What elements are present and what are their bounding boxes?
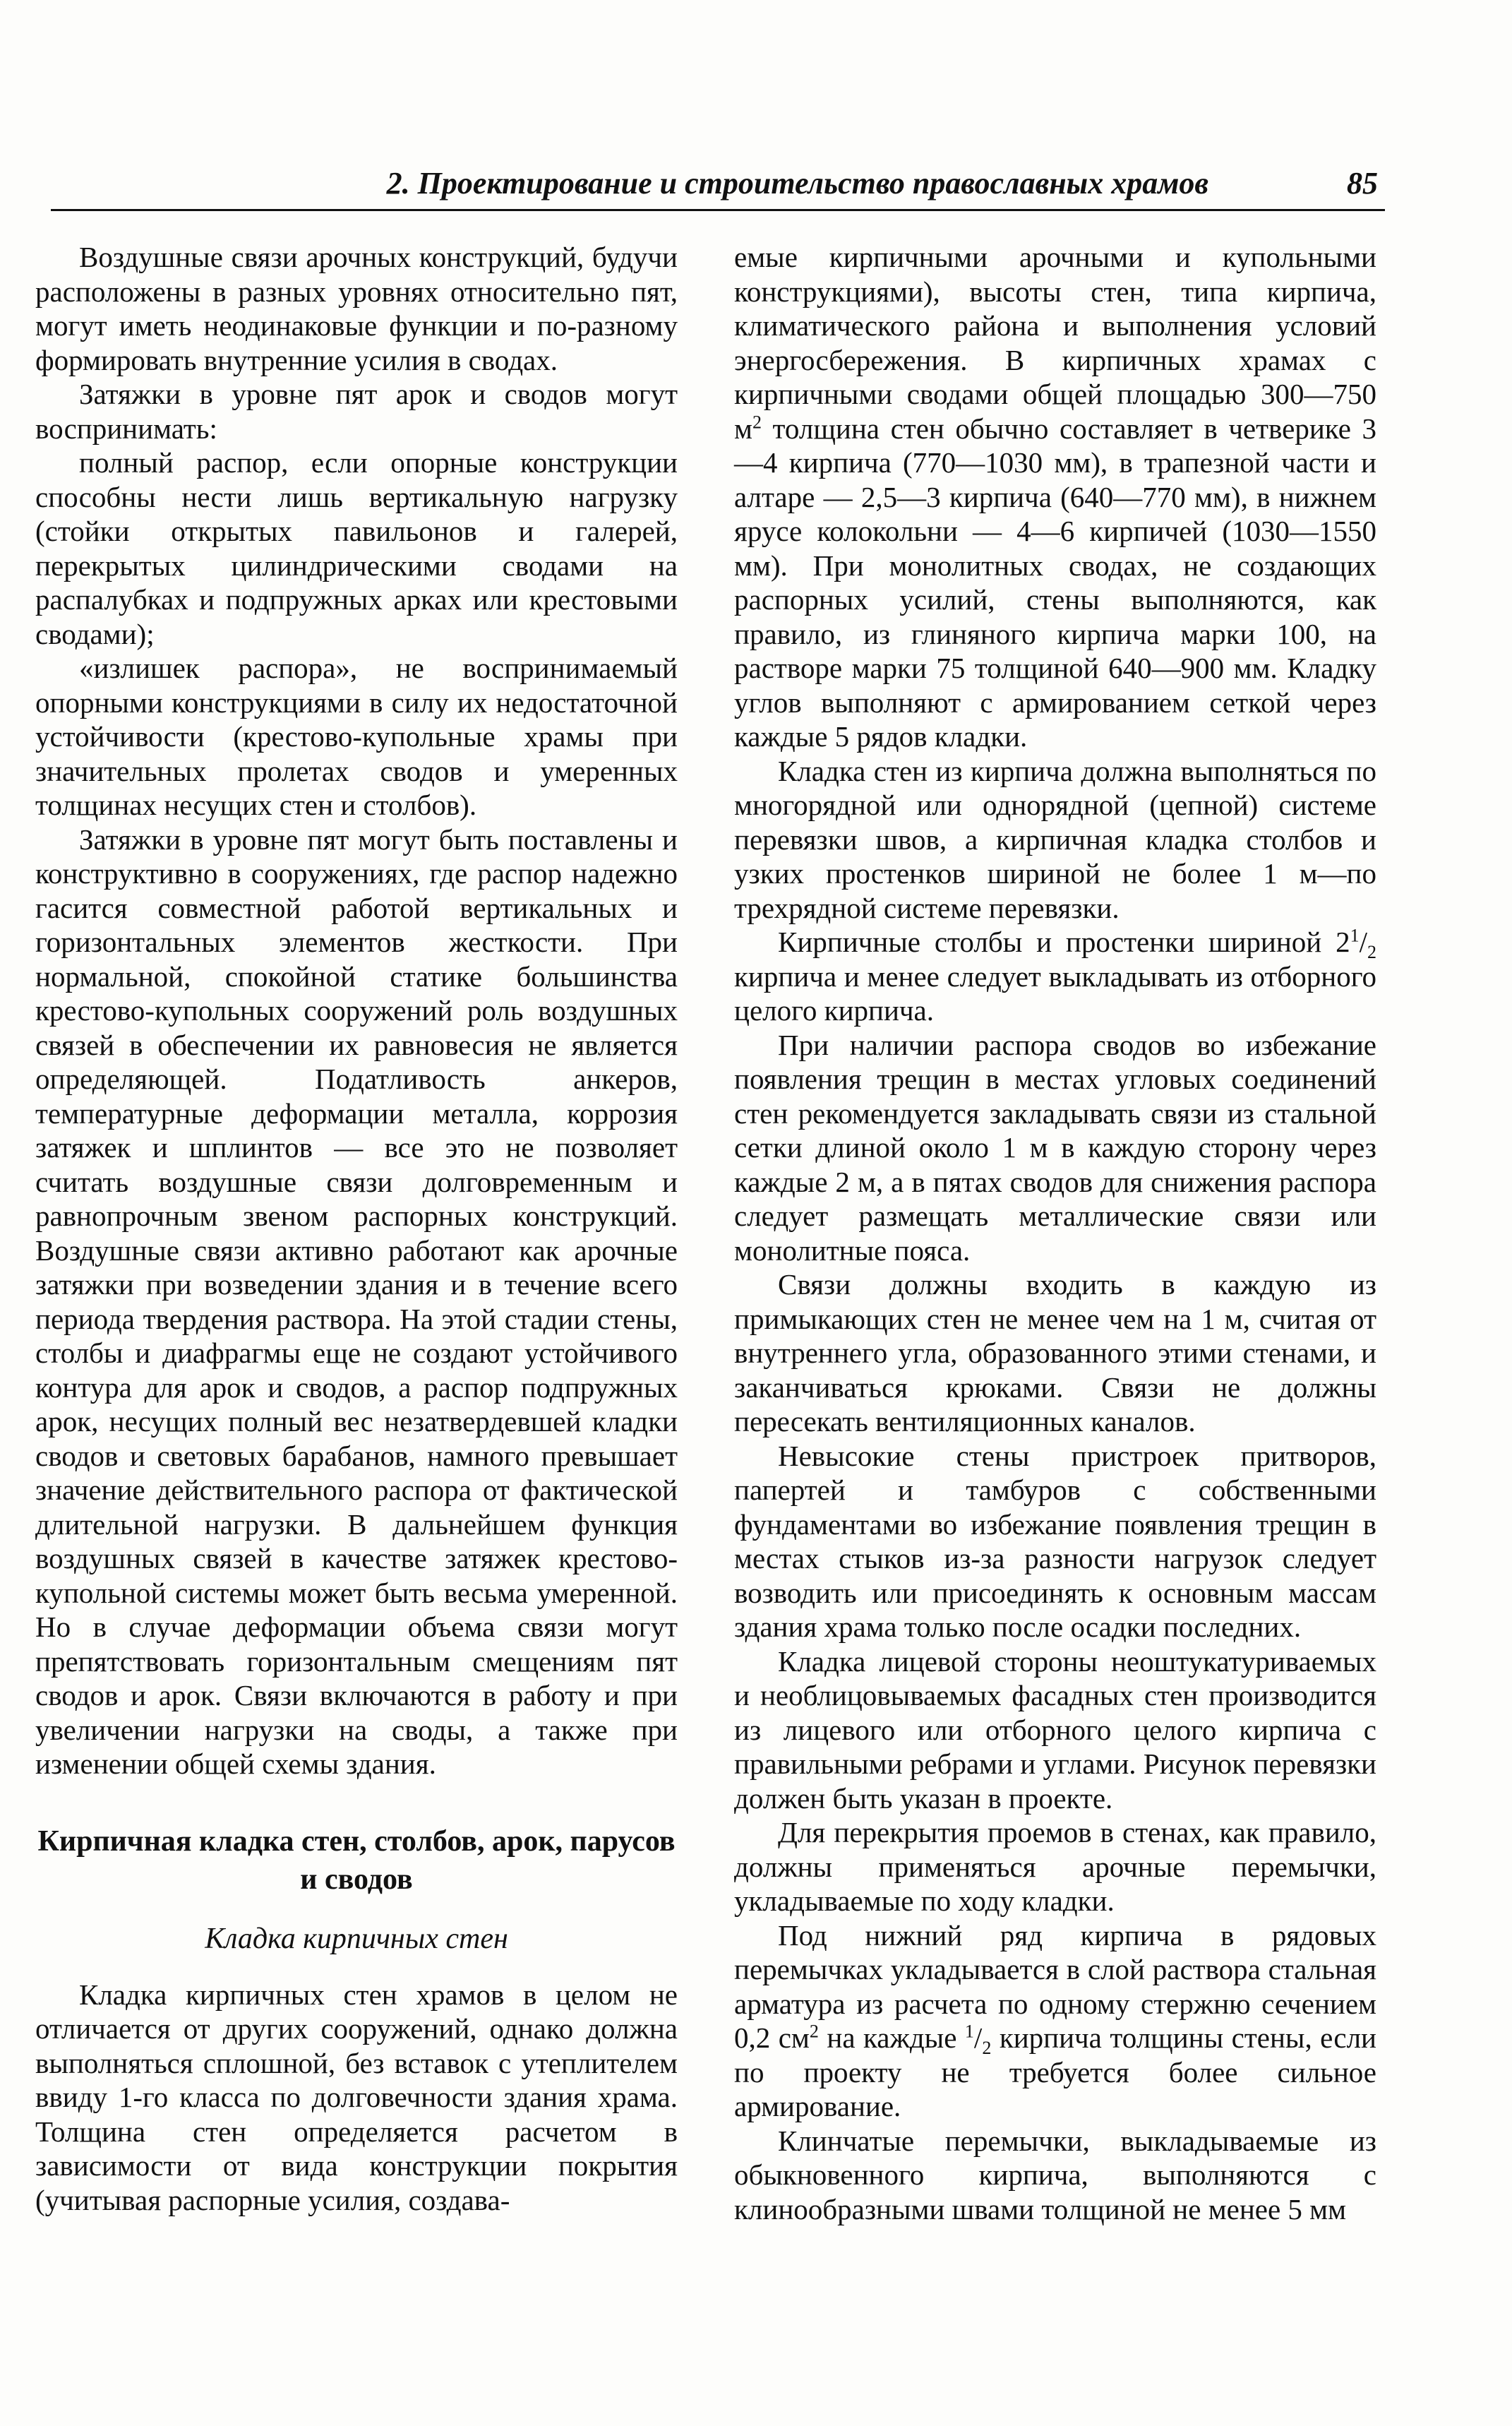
paragraph: Связи должны входить в каждую из примыкающих стен не менее чем на 1 м, считая от внутреннего угла, образованного этими стенами, и заканчиваться крюками. Связи не должны пересекать вентиляционных каналов. <box>734 1268 1376 1438</box>
fraction-slash: / <box>973 2021 983 2054</box>
right-column <box>734 240 1376 2226</box>
fraction-slash: / <box>1359 926 1367 958</box>
text-run: кирпича толщины стены, если по проекту не требуется более сильное армирование. <box>734 2021 1376 2122</box>
paragraph: Затяжки в уровне пят могут быть поставлены и конструктивно в сооружениях, где распор надежно гасится совместной работой вертикальных и горизонтальных элементов жесткости. При нормальной, спокойной статике большинства крестово-купольных сооружений роль воздушных связей в обеспечении их равновесия не является определяющей. Податливость анкеров, температурные деформации металла, коррозия затяжек и шплинтов — все это не позволяет считать воздушные связи долговременным и равнопрочным звеном распорных конструкций. Воздушные связи активно работают как арочные затяжки при возведении здания и в течение всего периода твердения раствора. На этой стадии стены, столбы и диафрагмы еще не создают устойчивого контура для арок и сводов, а распор подпружных арок, несущих полный вес незатвердевшей кладки сводов и световых барабанов, намного превышает значение действительного распора от фактической длительной нагрузки. В дальнейшем функция воздушных связей в качестве затяжек крестово-купольной системы может быть весьма умеренной. Но в случае деформации объема связи могут препятствовать горизонтальным смещениям пят сводов и арок. Связи включаются в работу и при увеличении нагрузки на своды, а также при изменении общей схемы здания. <box>35 823 678 1780</box>
page-number: 85 <box>1347 166 1378 201</box>
section-heading: Кирпичная кладка стен, столбов, арок, парусов и сводов <box>37 1824 676 1896</box>
paragraph: Кладка кирпичных стен храмов в целом не отличается от других сооружений, однако должна выполняться сплошной, без вставок с утеплителем ввиду 1-го класса по долговечности здания храма. Толщина стен определяется расчетом в зависимости от вида конструкции покрытия (учитывая распорные усилия, создава- <box>35 1978 678 2216</box>
superscript: 2 <box>809 2021 819 2042</box>
left-column <box>35 240 678 2217</box>
subsection-heading: Кладка кирпичных стен <box>205 1922 508 1955</box>
fraction-denominator: 2 <box>982 2038 992 2059</box>
fraction-denominator: 2 <box>1367 942 1376 963</box>
paragraph <box>734 925 1376 1028</box>
page-header <box>51 164 1385 211</box>
paragraph: Воздушные связи арочных конструкций, будучи расположены в разных уровнях относительно пят, могут иметь неодинаковые функции и по-разному формировать внутренние усилия в сводах. <box>35 241 678 376</box>
paragraph <box>734 1918 1376 2124</box>
fraction-numerator: 1 <box>1350 925 1360 946</box>
paragraph-continued <box>734 240 1376 754</box>
superscript: 2 <box>752 411 762 432</box>
paragraph: Невысокие стены пристроек притворов, папертей и тамбуров с собственными фундаментами во избежание появления трещин в местах стыков из-за разности нагрузок следует возводить или присоединять к основным массам здания храма только после осадки последних. <box>734 1439 1376 1643</box>
text-run: емые кирпичными арочными и купольными конструкциями), высоты стен, типа кирпича, климатического района и выполнения условий энергосбережения. В кирпичных храмах с кирпичными сводами общей площадью 300—750 м <box>734 241 1376 445</box>
fraction-numerator: 1 <box>964 2021 974 2042</box>
text-run: толщина стен обычно составляет в четверике 3—4 кирпича (770—1030 мм), в трапезной части и алтаре — 2,5—3 кирпича (640—770 мм), в нижнем ярусе колокольни — 4—6 кирпичей (1030—1550 мм). При монолитных сводах, не создающих распорных усилий, стены выполняются, как правило, из глиняного кирпича марки 100, на растворе марки 75 толщиной 640—900 мм. Кладку углов выполняют с армированием сеткой через каждые 5 рядов кладки. <box>734 412 1376 753</box>
paragraph: «излишек распора», не воспринимаемый опорными конструкциями в силу их недостаточной устойчивости (крестово-купольные храмы при значительных пролетах сводов и умеренных толщинах несущих стен и столбов). <box>35 652 678 821</box>
paragraph: Затяжки в уровне пят арок и сводов могут воспринимать: <box>35 378 678 445</box>
text-run: кирпича и менее следует выкладывать из отборного целого кирпича. <box>734 960 1376 1027</box>
text-run: Кирпичные столбы и простенки шириной 2 <box>778 926 1350 958</box>
running-title: 2. Проектирование и строительство православных храмов <box>386 166 1208 201</box>
text-run: Под нижний ряд кирпича в рядовых перемычках укладывается в слой раствора стальная арматура из расчета по одному стержню сечением 0,2 см <box>734 1918 1376 2054</box>
paragraph: Клинчатые перемычки, выкладываемые из обыкновенного кирпича, выполняются с клинообразными швами толщиной не менее 5 мм <box>734 2124 1376 2225</box>
paragraph: При наличии распора сводов во избежание появления трещин в местах угловых соединений стен рекомендуется закладывать связи из стальной сетки длиной около 1 м в каждую сторону через каждые 2 м, а в пятах сводов для снижения распора следует размещать металлические связи или монолитные пояса. <box>734 1028 1376 1267</box>
paragraph: Кладка стен из кирпича должна выполняться по многорядной или однорядной (цепной) системе перевязки швов, а кирпичная кладка столбов и узких простенков шириной не более 1 м—по трехрядной системе перевязки. <box>734 754 1376 924</box>
paragraph: полный распор, если опорные конструкции способны нести лишь вертикальную нагрузку (стойки открытых павильонов и галерей, перекрытых цилиндрическими сводами на распалубках и подпружных арках или крестовыми сводами); <box>35 446 678 650</box>
paragraph: Кладка лицевой стороны неоштукатуриваемых и необлицовываемых фасадных стен производится из лицевого или отборного целого кирпича с правильными ребрами и углами. Рисунок перевязки должен быть указан в проекте. <box>734 1644 1376 1815</box>
text-run: на каждые <box>818 2021 965 2054</box>
paragraph: Для перекрытия проемов в стенах, как правило, должны применяться арочные перемычки, укладываемые по ходу кладки. <box>734 1816 1376 1917</box>
